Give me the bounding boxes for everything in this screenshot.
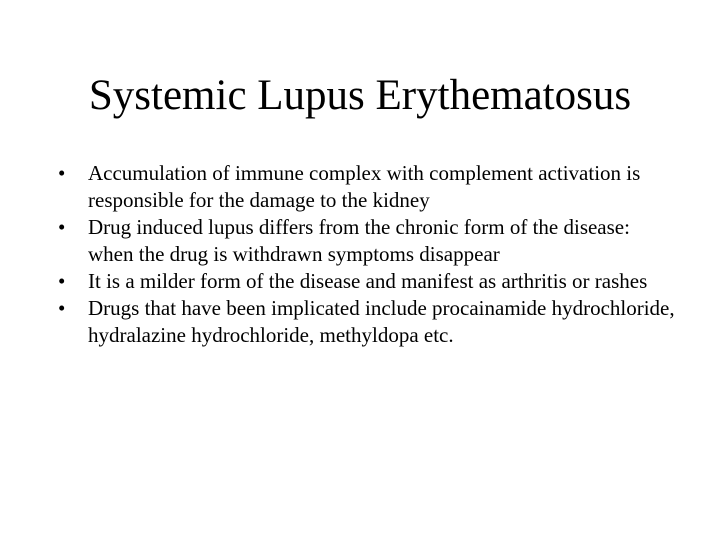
bullet-text: Drugs that have been implicated include procainamide hydrochloride, hydralazine hydrochloride, methyldopa etc.: [88, 296, 675, 347]
bullet-text: Drug induced lupus differs from the chronic form of the disease: when the drug is withdrawn symptoms disappear: [88, 215, 630, 266]
bullet-item: [58, 160, 678, 214]
slide-title: Systemic Lupus Erythematosus: [88, 72, 632, 119]
bullet-text: It is a milder form of the disease and manifest as arthritis or rashes: [88, 269, 648, 293]
bullet-text: Accumulation of immune complex with complement activation is responsible for the damage to the kidney: [88, 161, 641, 212]
bullet-marker-icon: •: [58, 161, 66, 185]
bullet-marker-icon: •: [58, 296, 66, 320]
bullet-marker-icon: •: [58, 269, 66, 293]
bullet-item: [58, 295, 678, 349]
bullet-item: [58, 214, 678, 268]
bullet-marker-icon: •: [58, 215, 66, 239]
bullet-list: [58, 160, 678, 349]
bullet-item: [58, 268, 678, 295]
